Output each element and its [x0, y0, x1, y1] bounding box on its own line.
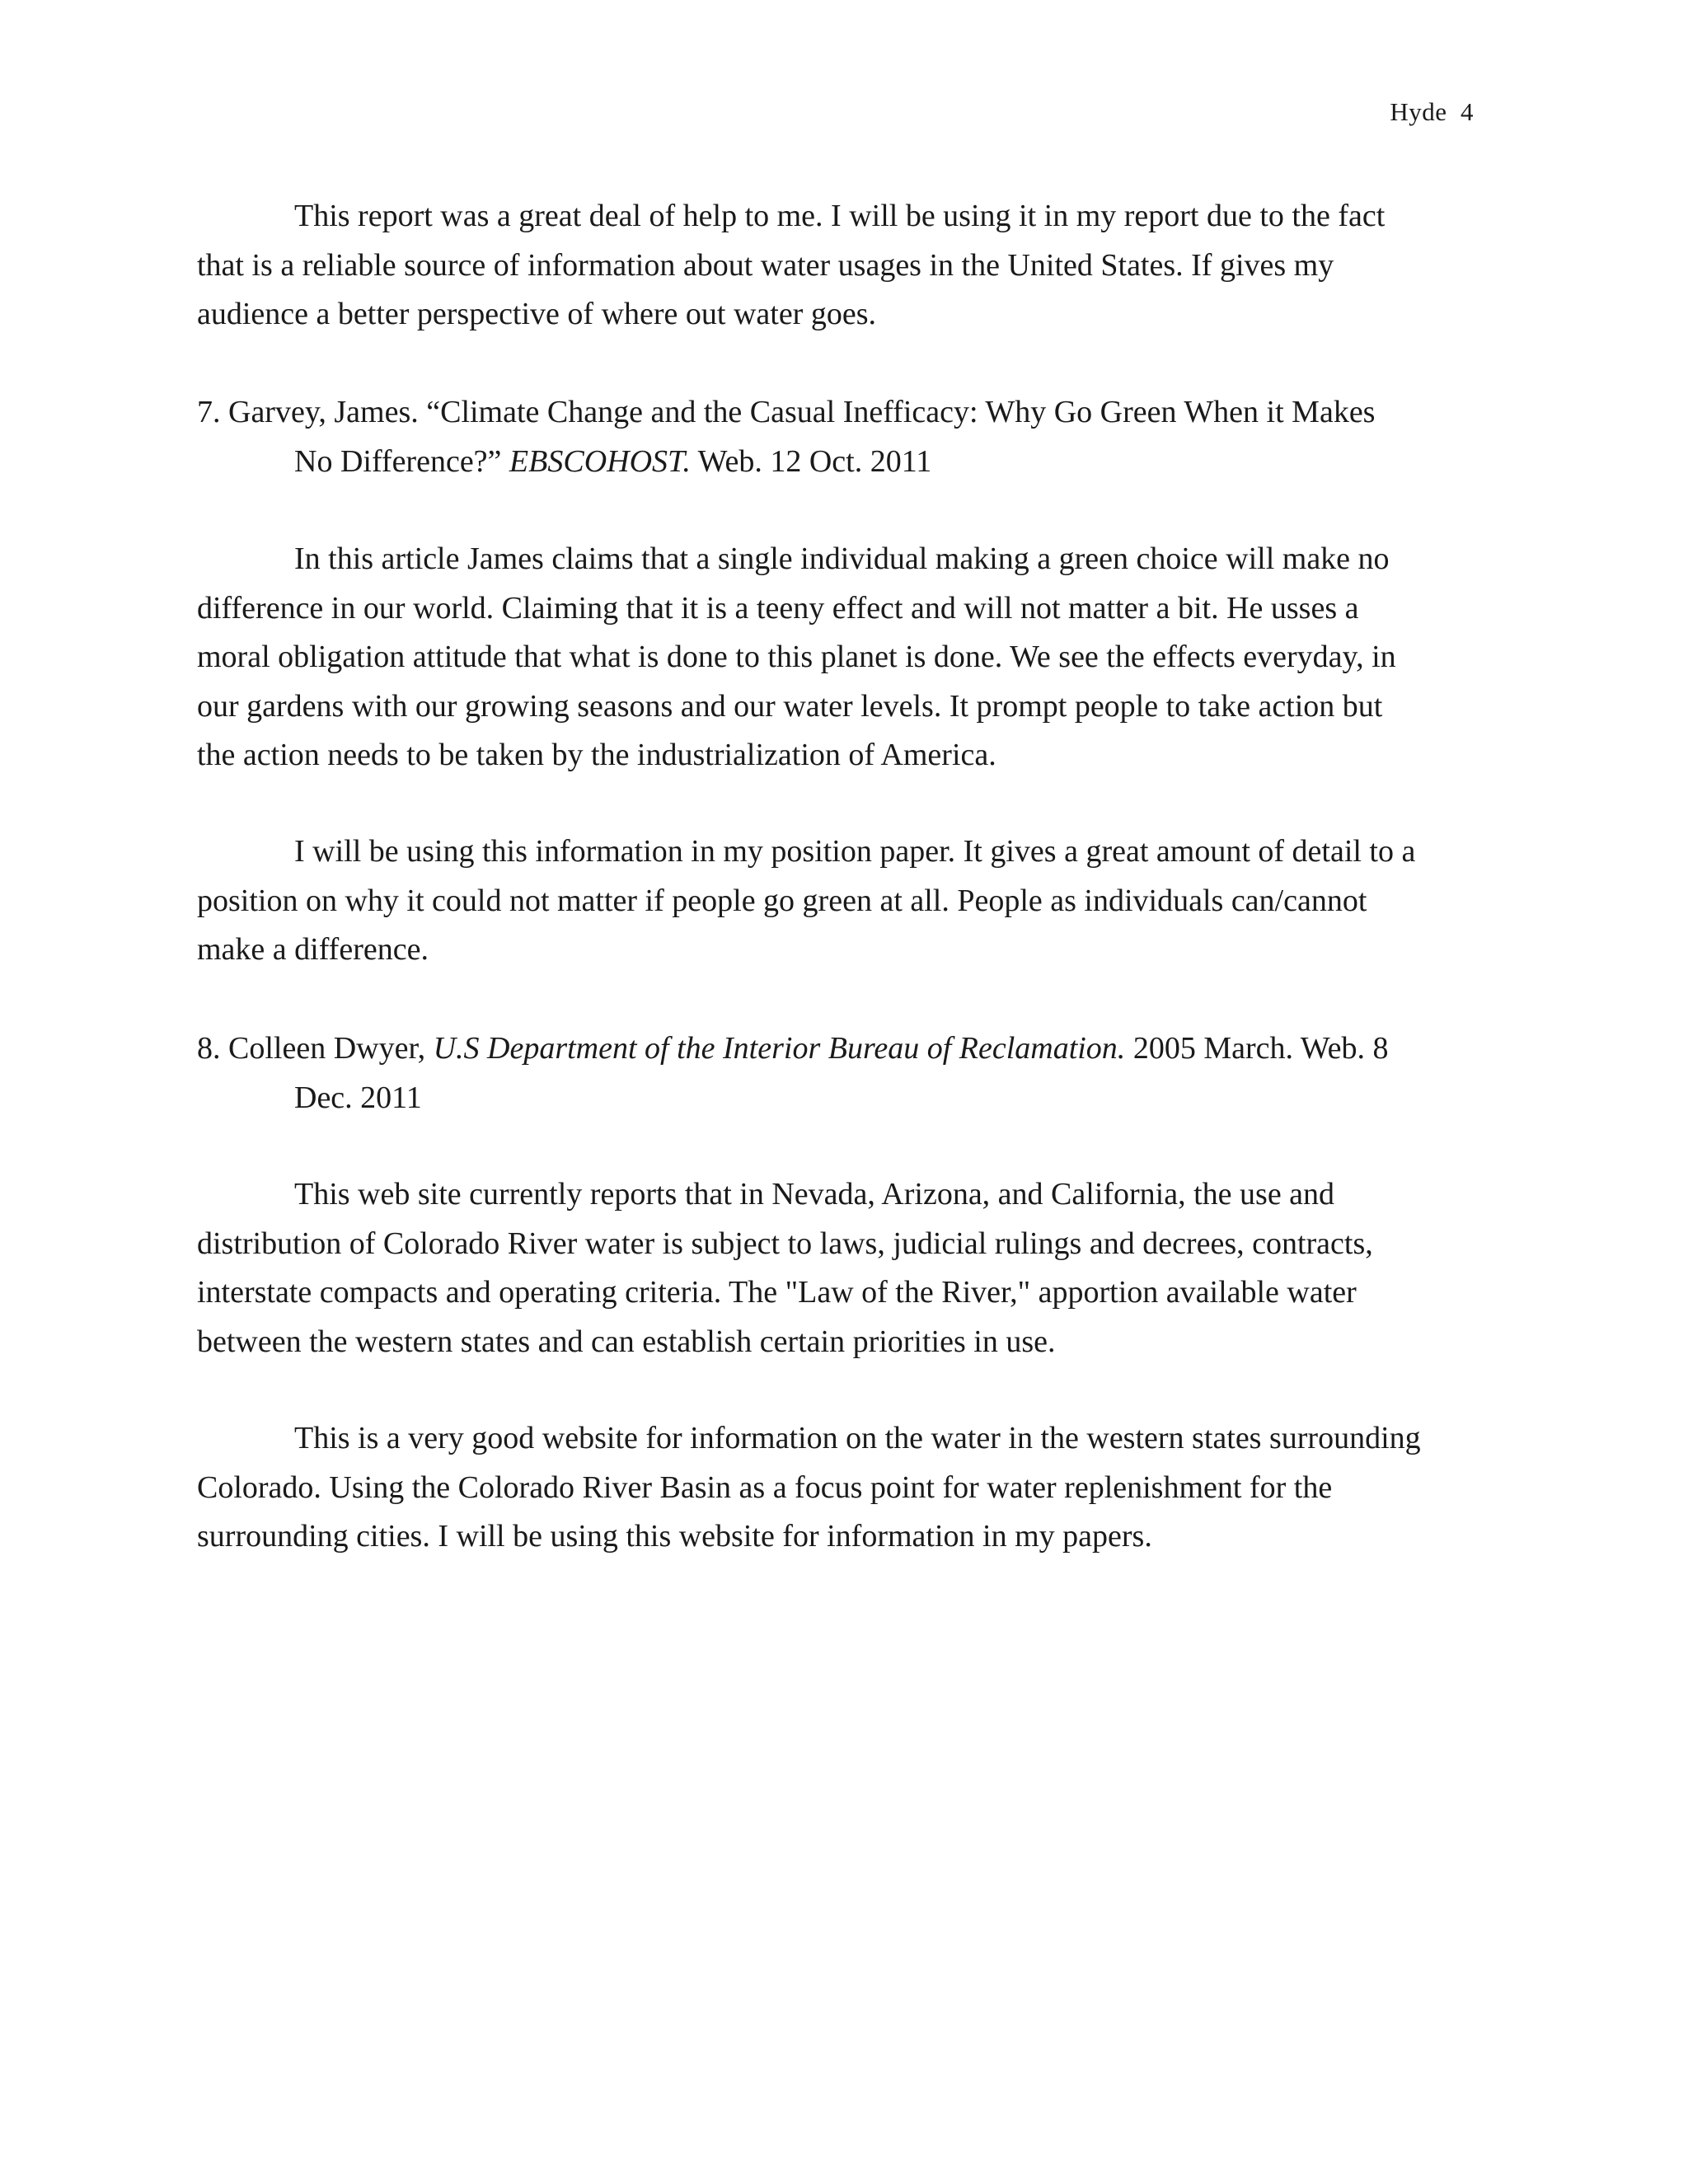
paragraph-line: make a difference.: [197, 932, 429, 967]
citation-line: [197, 438, 1516, 487]
citation-line: 7. Garvey, James. “Climate Change and the Casual Inefficacy: Why Go Green When it Makes: [197, 395, 1376, 429]
paragraph-line: Colorado. Using the Colorado River Basin as a focus point for water replenishment for the: [197, 1469, 1333, 1505]
paragraph-dwyer-evaluation: [197, 1414, 1516, 1562]
paragraph-line: This web site currently reports that in Nevada, Arizona, and California, the use and: [294, 1177, 1335, 1212]
paragraph-garvey-summary: [197, 535, 1516, 780]
paragraph-line: the action needs to be taken by the industrialization of America.: [197, 738, 996, 772]
citation-access-info: Web. 12 Oct. 2011: [690, 443, 932, 479]
citation-line: [197, 1024, 1516, 1074]
citation-garvey: [197, 388, 1516, 486]
paragraph-report-evaluation: [197, 192, 1516, 340]
paragraph-line: surrounding cities. I will be using this website for information in my papers.: [197, 1519, 1152, 1554]
paragraph-line: between the western states and can establish certain priorities in use.: [197, 1324, 1056, 1359]
running-head: Hyde 4: [1390, 97, 1474, 126]
citation-line: Dec. 2011: [294, 1080, 422, 1115]
paragraph-line: difference in our world. Claiming that it is a teeny effect and will not matter a bit. He usses a: [197, 590, 1359, 626]
citation-author: 8. Colleen Dwyer,: [197, 1031, 434, 1066]
paragraph-line: I will be using this information in my position paper. It gives a great amount of detail to a: [294, 834, 1416, 869]
citation-source: U.S Department of the Interior Bureau of Reclamation.: [433, 1031, 1126, 1066]
paragraph-line: our gardens with our growing seasons and our water levels. It prompt people to take action but: [197, 688, 1383, 724]
citation-source: EBSCOHOST.: [509, 443, 691, 479]
paragraph-line: This is a very good website for information on the water in the western states surrounding: [294, 1421, 1421, 1455]
paragraph-line: that is a reliable source of information about water usages in the United States. If gives my: [197, 247, 1334, 283]
paragraph-line: moral obligation attitude that what is done to this planet is done. We see the effects everyday, in: [197, 640, 1396, 674]
citation-dwyer: [197, 1024, 1516, 1122]
paragraph-line: audience a better perspective of where out water goes.: [197, 297, 876, 331]
paragraph-line: distribution of Colorado River water is subject to laws, judicial rulings and decrees, contracts,: [197, 1226, 1373, 1261]
paragraph-line: In this article James claims that a single individual making a green choice will make no: [294, 541, 1390, 576]
paragraph-line: interstate compacts and operating criteria. The "Law of the River," apportion available water: [197, 1275, 1357, 1310]
paragraph-garvey-evaluation: [197, 827, 1516, 975]
paragraph-dwyer-summary: [197, 1170, 1516, 1366]
paragraph-line: This report was a great deal of help to me. I will be using it in my report due to the fact: [294, 199, 1386, 233]
citation-access-info: 2005 March. Web. 8: [1125, 1031, 1389, 1066]
citation-title-end: No Difference?”: [294, 443, 509, 479]
paragraph-line: position on why it could not matter if people go green at all. People as individuals can/cannot: [197, 883, 1367, 918]
